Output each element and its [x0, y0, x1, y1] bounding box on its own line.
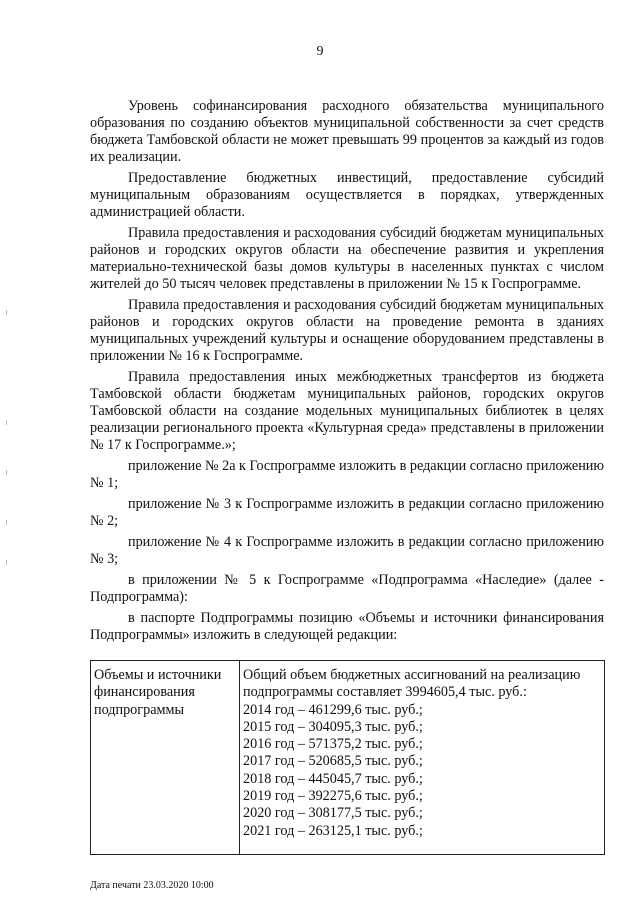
year-amount: 2014 год – 461299,6 тыс. руб.; — [243, 701, 423, 718]
paragraph-rules-17: Правила предоставления иных межбюджетных трансфертов из бюджета Тамбовской области бюджетам муниципальных районов, городских округов Тамбовской области на создание модельных муниципальных библиотек в целях реализации регионального проекта «Культурная среда» представлены в приложении № 17 к Госпрограмме.»; — [90, 369, 604, 453]
value-cell — [240, 661, 605, 855]
label-line: подпрограммы — [94, 701, 184, 718]
paragraph-appendix-4: приложение № 4 к Госпрограмме изложить в редакции согласно приложению № 3; — [90, 534, 604, 567]
scan-margin-mark — [6, 420, 7, 425]
year-amount: 2016 год – 571375,2 тыс. руб.; — [243, 736, 423, 753]
year-amount: 2019 год – 392275,6 тыс. руб.; — [243, 788, 423, 805]
paragraph-investments: Предоставление бюджетных инвестиций, предоставление субсидий муниципальным образованиям осуществляется в порядках, утвержденных администрацией области. — [90, 170, 604, 220]
scan-margin-mark — [6, 470, 7, 475]
total-line: подпрограммы составляет 3994605,4 тыс. руб.: — [243, 684, 527, 701]
year-amount: 2021 год – 263125,1 тыс. руб.; — [243, 822, 423, 839]
print-date: Дата печати 23.03.2020 10:00 — [90, 880, 214, 891]
year-amount: 2018 год – 445045,7 тыс. руб.; — [243, 770, 423, 787]
document-body — [90, 98, 604, 648]
page-number: 9 — [316, 44, 324, 59]
financing-table — [90, 660, 605, 855]
label-line: Объемы и источники — [94, 667, 222, 683]
paragraph-cofinancing: Уровень софинансирования расходного обязательства муниципального образования по созданию объектов муниципальной собственности за счет средств бюджета Тамбовской области не может превышать 99 процентов за каждый из годов их реализации. — [90, 98, 604, 165]
year-amount: 2015 год – 304095,3 тыс. руб.; — [243, 718, 423, 735]
paragraph-appendix-5: в приложении № 5 к Госпрограмме «Подпрограмма «Наследие» (далее - Подпрограмма): — [90, 572, 604, 605]
scan-margin-mark — [6, 520, 7, 525]
paragraph-appendix-2a: приложение № 2а к Госпрограмме изложить в редакции согласно приложению № 1; — [90, 458, 604, 491]
year-amount: 2020 год – 308177,5 тыс. руб.; — [243, 805, 423, 822]
label-line: финансирования — [94, 684, 195, 701]
table-row — [91, 661, 605, 855]
paragraph-passport: в паспорте Подпрограммы позицию «Объемы и источники финансирования Подпрограммы» изложить в следующей редакции: — [90, 610, 604, 643]
paragraph-rules-16: Правила предоставления и расходования субсидий бюджетам муниципальных районов и городских округов области на проведение ремонта в зданиях муниципальных учреждений культуры и оснащение оборудованием представлены в приложении № 16 к Госпрограмме. — [90, 297, 604, 364]
total-line: Общий объем бюджетных ассигнований на реализацию — [243, 667, 581, 683]
paragraph-appendix-3: приложение № 3 к Госпрограмме изложить в редакции согласно приложению № 2; — [90, 496, 604, 529]
year-amount: 2017 год – 520685,5 тыс. руб.; — [243, 753, 423, 770]
label-cell — [91, 661, 240, 855]
scan-margin-mark — [6, 310, 7, 315]
paragraph-rules-15: Правила предоставления и расходования субсидий бюджетам муниципальных районов и городских округов области на обеспечение развития и укрепления материально-технической базы домов культуры в населенных пунктах с числом жителей до 50 тысяч человек представлены в приложении № 15 к Госпрограмме. — [90, 225, 604, 292]
scan-margin-mark — [6, 560, 7, 565]
